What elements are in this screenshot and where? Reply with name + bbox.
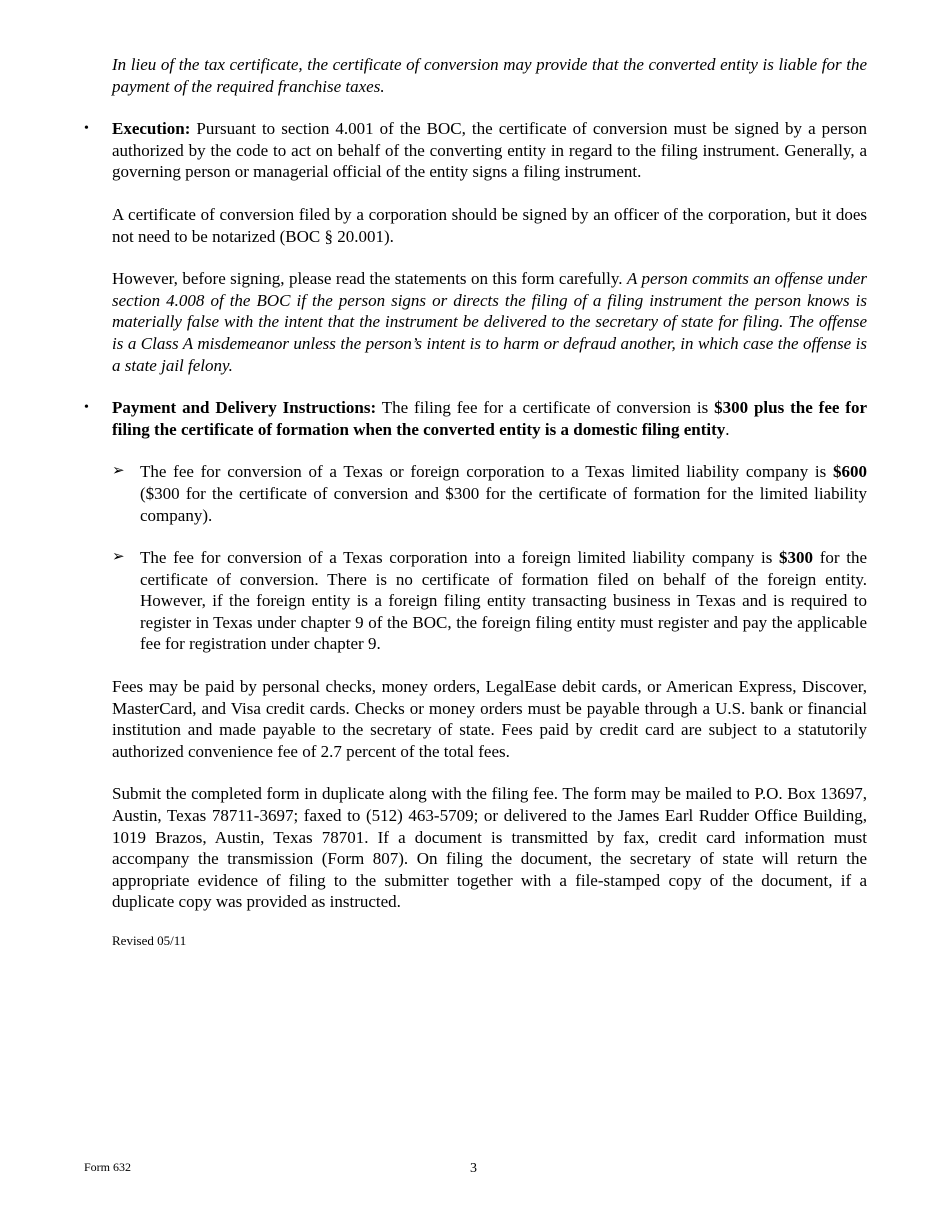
execution-section bbox=[84, 118, 867, 183]
fee-item-pre: The fee for conversion of a Texas or foreign corporation to a Texas limited liability company is bbox=[140, 462, 833, 482]
warning-italic-text: A person commits an offense under section 4.008 of the BOC if the person signs or directs the filing of a filing instrument the person knows is materially false with the intent that the instrument be delivered to the secretary of state for filing. The offense is a Class A misdemeanor unless the person’s intent is to harm or defraud another, in which case the offense is a state jail felony. bbox=[112, 269, 867, 375]
page-number: 3 bbox=[470, 1161, 477, 1176]
payment-section bbox=[84, 397, 867, 440]
intro-paragraph: In lieu of the tax certificate, the certificate of conversion may provide that the converted entity is liable for the payment of the required franchise taxes. bbox=[112, 55, 867, 96]
fee-item-text bbox=[140, 461, 867, 526]
fee-item-pre: The fee for conversion of a Texas corporation into a foreign limited liability company is bbox=[140, 548, 780, 568]
submission-paragraph: Submit the completed form in duplicate along with the filing fee. The form may be mailed to P.O. Box 13697, Austin, Texas 78711-3697; faxed to (512) 463-5709; or delivered to the James Earl Rudder Office Building, 1019 Brazos, Austin, Texas 78701. If a document is transmitted by fax, credit card information must accompany the transmission (Form 807). On filing the document, the secretary of state will return the appropriate evidence of filing to the submitter together with a file-stamped copy of the document, if a duplicate copy was provided as instructed. bbox=[112, 784, 867, 912]
execution-paragraph bbox=[112, 118, 867, 183]
payment-end: . bbox=[725, 419, 730, 439]
payment-methods-paragraph: Fees may be paid by personal checks, money orders, LegalEase debit cards, or American Express, Discover, MasterCard, and Visa credit cards. Checks or money orders must be payable through a U.S. bank or financial institution and made payable to the secretary of state. Fees paid by credit card are subject to a statutorily authorized convenience fee of 2.7 percent of the total fees. bbox=[112, 677, 867, 761]
execution-signing-paragraph: A certificate of conversion filed by a corporation should be signed by an officer of the corporation, but it does not need to be notarized (BOC § 20.001). bbox=[112, 204, 867, 246]
fee-item-post: for the certificate of conversion. There is no certificate of formation filed on behalf of the foreign entity. However, if the foreign entity is a foreign filing entity transacting business in Texas and is required to register in Texas under chapter 9 of the BOC, the foreign filing entity must register and pay the applicable fee for registration under chapter 9. bbox=[140, 548, 868, 654]
payment-text: The filing fee for a certificate of conversion is bbox=[376, 398, 715, 418]
fee-item-post: ($300 for the certificate of conversion and $300 for the certificate of formation for the limited liability company). bbox=[140, 483, 867, 525]
payment-bold-text: $300 plus the fee for filing the certificate of formation when the converted entity is a domestic filing entity bbox=[112, 398, 867, 439]
form-number: Form 632 bbox=[84, 1160, 132, 1174]
arrow-bullet-icon: ➢ bbox=[112, 549, 125, 566]
execution-heading: Execution: bbox=[112, 119, 191, 139]
payment-heading: Payment and Delivery Instructions: bbox=[112, 398, 377, 418]
fee-amount: $300 bbox=[779, 548, 814, 568]
execution-text: Pursuant to section 4.001 of the BOC, the certificate of conversion must be signed by a person authorized by the code to act on behalf of the converting entity in regard to the filing instrument. Generally, a governing person or managerial official of the entity signs a filing instrument. bbox=[112, 119, 867, 182]
bullet-icon: • bbox=[84, 121, 89, 137]
document-page bbox=[84, 54, 868, 952]
warning-plain-text: However, before signing, please read the statements on this form carefully. bbox=[112, 269, 627, 289]
payment-paragraph bbox=[112, 397, 867, 440]
bullet-icon: • bbox=[84, 400, 89, 416]
fee-item-text bbox=[140, 547, 867, 655]
revision-date: Revised 05/11 bbox=[112, 933, 187, 948]
fee-item bbox=[112, 547, 867, 655]
execution-warning-paragraph bbox=[112, 268, 867, 376]
arrow-bullet-icon: ➢ bbox=[112, 463, 125, 480]
fee-amount: $600 bbox=[833, 462, 867, 482]
fee-item bbox=[112, 461, 867, 526]
